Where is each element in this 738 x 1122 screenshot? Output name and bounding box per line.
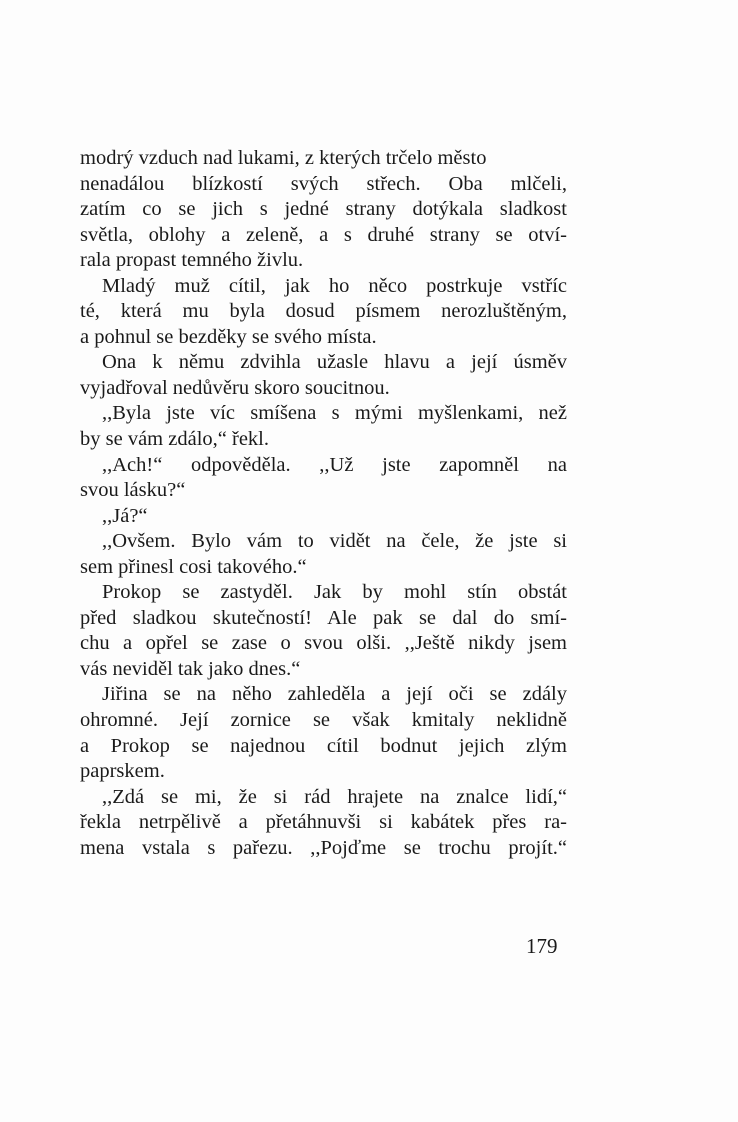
body-text xyxy=(80,146,567,861)
text-line: té, která mu byla dosud písmem nerozluštěným, xyxy=(80,300,567,323)
text-line: Jiřina se na něho zahleděla a její oči se zdály xyxy=(102,683,567,706)
text-line: Mladý muž cítil, jak ho něco postrkuje vstříc xyxy=(102,274,567,297)
text-line: před sladkou skutečností! Ale pak se dal do smí- xyxy=(80,606,567,629)
page-number: 179 xyxy=(526,934,558,958)
text-line: modrý vzduch nad lukami, z kterých trčelo město xyxy=(80,147,487,169)
text-line: sem přinesl cosi takového.“ xyxy=(80,555,307,578)
text-line: chu a opřel se zase o svou olši. ,,Ještě nikdy jsem xyxy=(80,632,567,655)
text-line: by se vám zdálo,“ řekl. xyxy=(80,428,269,451)
text-line: nenadálou blízkostí svých střech. Oba mlčeli, xyxy=(80,172,567,195)
text-line: světla, oblohy a zeleně, a s druhé strany se otví- xyxy=(80,223,567,246)
text-line: Ona k němu zdvihla užasle hlavu a její úsměv xyxy=(102,351,567,374)
text-line: paprskem. xyxy=(80,760,165,783)
text-line: zatím co se jich s jedné strany dotýkala sladkost xyxy=(80,198,567,221)
text-line: svou lásku?“ xyxy=(80,479,186,502)
text-line: ,,Já?“ xyxy=(102,504,148,527)
text-line: ,,Byla jste víc smíšena s mými myšlenkami, než xyxy=(102,402,567,425)
text-line: rala propast temného živlu. xyxy=(80,249,304,272)
text-line: a Prokop se najednou cítil bodnut jejich zlým xyxy=(80,734,567,757)
text-line: ,,Ach!“ odpověděla. ,,Už jste zapomněl na xyxy=(102,453,567,476)
text-line: ohromné. Její zornice se však kmitaly neklidně xyxy=(80,709,567,732)
text-line: vyjadřoval nedůvěru skoro soucitnou. xyxy=(80,376,390,399)
text-line: a pohnul se bezděky se svého místa. xyxy=(80,325,377,348)
text-line: ,,Zdá se mi, že si rád hrajete na znalce lidí,“ xyxy=(102,785,567,808)
text-line: vás neviděl tak jako dnes.“ xyxy=(80,657,301,680)
text-line: řekla netrpělivě a přetáhnuvši si kabátek přes ra- xyxy=(80,811,567,834)
text-line: mena vstala s pařezu. ,,Pojďme se trochu projít.“ xyxy=(80,836,567,859)
text-line: Prokop se zastyděl. Jak by mohl stín obstát xyxy=(102,581,567,604)
text-line: ,,Ovšem. Bylo vám to vidět na čele, že jste si xyxy=(102,530,567,553)
